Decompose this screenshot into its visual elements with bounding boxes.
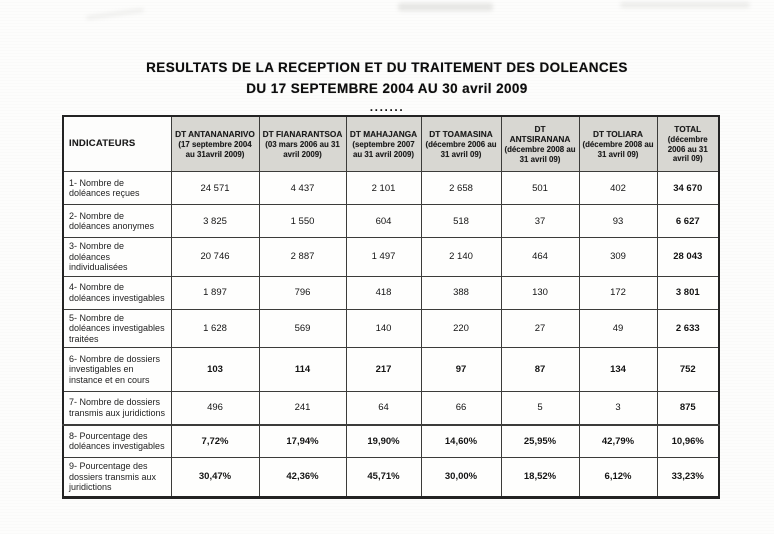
header-total	[657, 116, 719, 172]
cell-value: 5	[501, 392, 579, 425]
cell-value: 64	[346, 392, 421, 425]
cell-value: 27	[501, 309, 579, 348]
cell-value: 501	[501, 172, 579, 205]
cell-value: 103	[171, 348, 259, 392]
row-label: 1- Nombre de doléances reçues	[63, 172, 171, 205]
column-name: DT MAHAJANGA	[349, 129, 418, 139]
cell-value: 309	[579, 238, 657, 277]
table-row-5	[63, 309, 719, 348]
cell-value: 93	[579, 205, 657, 238]
row-label: 5- Nombre de doléances investigables traitées	[63, 309, 171, 348]
results-table	[62, 115, 720, 499]
scan-smudge	[620, 2, 750, 8]
column-name: DT ANTSIRANANA	[509, 124, 571, 144]
cell-value: 42,36%	[259, 458, 346, 498]
table-row-3	[63, 238, 719, 277]
table-row-4	[63, 276, 719, 309]
cell-total: 875	[657, 392, 719, 425]
row-label: 6- Nombre de dossiers investigables en instance et en cours	[63, 348, 171, 392]
cell-value: 20 746	[171, 238, 259, 277]
row-label: 3- Nombre de doléances individualisées	[63, 238, 171, 277]
cell-value: 418	[346, 276, 421, 309]
scan-smudge	[86, 8, 144, 20]
cell-value: 1 628	[171, 309, 259, 348]
column-name: DT TOLIARA	[592, 129, 644, 139]
cell-value: 18,52%	[501, 458, 579, 498]
cell-value: 66	[421, 392, 501, 425]
column-period: (décembre 2008 au 31 avril 09)	[504, 145, 576, 164]
cell-value: 30,00%	[421, 458, 501, 498]
header-dt-mahajanga	[346, 116, 421, 172]
cell-value: 97	[421, 348, 501, 392]
cell-value: 2 140	[421, 238, 501, 277]
cell-value: 14,60%	[421, 425, 501, 458]
header-dt-toliara	[579, 116, 657, 172]
cell-value: 241	[259, 392, 346, 425]
cell-value: 6,12%	[579, 458, 657, 498]
cell-value: 496	[171, 392, 259, 425]
column-name: DT FIANARANTSOA	[262, 129, 343, 139]
cell-total: 3 801	[657, 276, 719, 309]
table-row-8	[63, 425, 719, 458]
table-row-7	[63, 392, 719, 425]
header-dt-antsiranana	[501, 116, 579, 172]
cell-value: 569	[259, 309, 346, 348]
column-period: (décembre 2006 au 31 avril 09)	[667, 135, 708, 164]
cell-value: 37	[501, 205, 579, 238]
cell-value: 796	[259, 276, 346, 309]
cell-total: 6 627	[657, 205, 719, 238]
cell-value: 134	[579, 348, 657, 392]
cell-value: 217	[346, 348, 421, 392]
row-label: 4- Nombre de doléances investigables	[63, 276, 171, 309]
cell-value: 2 101	[346, 172, 421, 205]
table-row-9	[63, 458, 719, 498]
column-period: (septembre 2007 au 31 avril 2009)	[352, 140, 415, 159]
document-title-line2: DU 17 SEPTEMBRE 2004 AU 30 avril 2009	[246, 81, 528, 96]
cell-value: 1 897	[171, 276, 259, 309]
cell-value: 518	[421, 205, 501, 238]
cell-value: 464	[501, 238, 579, 277]
cell-total: 28 043	[657, 238, 719, 277]
cell-value: 140	[346, 309, 421, 348]
row-label: 8- Pourcentage des doléances investigables	[63, 425, 171, 458]
cell-value: 17,94%	[259, 425, 346, 458]
scan-smudge	[398, 3, 493, 11]
cell-value: 2 887	[259, 238, 346, 277]
cell-total: 33,23%	[657, 458, 719, 498]
column-period: (décembre 2008 au 31 avril 09)	[582, 140, 654, 159]
separator-dots: .......	[369, 100, 405, 114]
cell-value: 388	[421, 276, 501, 309]
header-dt-antananarivo	[171, 116, 259, 172]
cell-value: 7,72%	[171, 425, 259, 458]
row-label: 7- Nombre de dossiers transmis aux juridictions	[63, 392, 171, 425]
cell-value: 1 550	[259, 205, 346, 238]
header-dt-toamasina	[421, 116, 501, 172]
cell-value: 3 825	[171, 205, 259, 238]
cell-value: 45,71%	[346, 458, 421, 498]
column-name: DT ANTANANARIVO	[175, 129, 255, 139]
cell-value: 172	[579, 276, 657, 309]
table-row-2	[63, 205, 719, 238]
document-header	[0, 57, 774, 114]
column-period: (17 septembre 2004 au 31avril 2009)	[178, 140, 252, 159]
cell-total: 10,96%	[657, 425, 719, 458]
cell-value: 114	[259, 348, 346, 392]
document-title-line1: RESULTATS DE LA RECEPTION ET DU TRAITEMENT DES DOLEANCES	[146, 60, 628, 75]
row-label: 2- Nombre de doléances anonymes	[63, 205, 171, 238]
cell-value: 130	[501, 276, 579, 309]
cell-total: 34 670	[657, 172, 719, 205]
header-indicateurs: INDICATEURS	[63, 116, 171, 172]
column-name: DT TOAMASINA	[429, 129, 493, 139]
cell-value: 2 658	[421, 172, 501, 205]
cell-value: 30,47%	[171, 458, 259, 498]
cell-value: 3	[579, 392, 657, 425]
cell-value: 4 437	[259, 172, 346, 205]
table-row-1	[63, 172, 719, 205]
cell-value: 604	[346, 205, 421, 238]
cell-total: 752	[657, 348, 719, 392]
table-row-6	[63, 348, 719, 392]
cell-value: 49	[579, 309, 657, 348]
column-period: (03 mars 2006 au 31 avril 2009)	[265, 140, 340, 159]
cell-value: 19,90%	[346, 425, 421, 458]
cell-value: 87	[501, 348, 579, 392]
cell-value: 24 571	[171, 172, 259, 205]
column-name: TOTAL	[674, 124, 702, 135]
row-label: 9- Pourcentage des dossiers transmis aux juridictions	[63, 458, 171, 498]
column-period: (décembre 2006 au 31 avril 09)	[425, 140, 497, 159]
cell-value: 42,79%	[579, 425, 657, 458]
cell-value: 220	[421, 309, 501, 348]
table-header-row	[63, 116, 719, 172]
cell-total: 2 633	[657, 309, 719, 348]
cell-value: 1 497	[346, 238, 421, 277]
header-dt-fianarantsoa	[259, 116, 346, 172]
cell-value: 402	[579, 172, 657, 205]
cell-value: 25,95%	[501, 425, 579, 458]
